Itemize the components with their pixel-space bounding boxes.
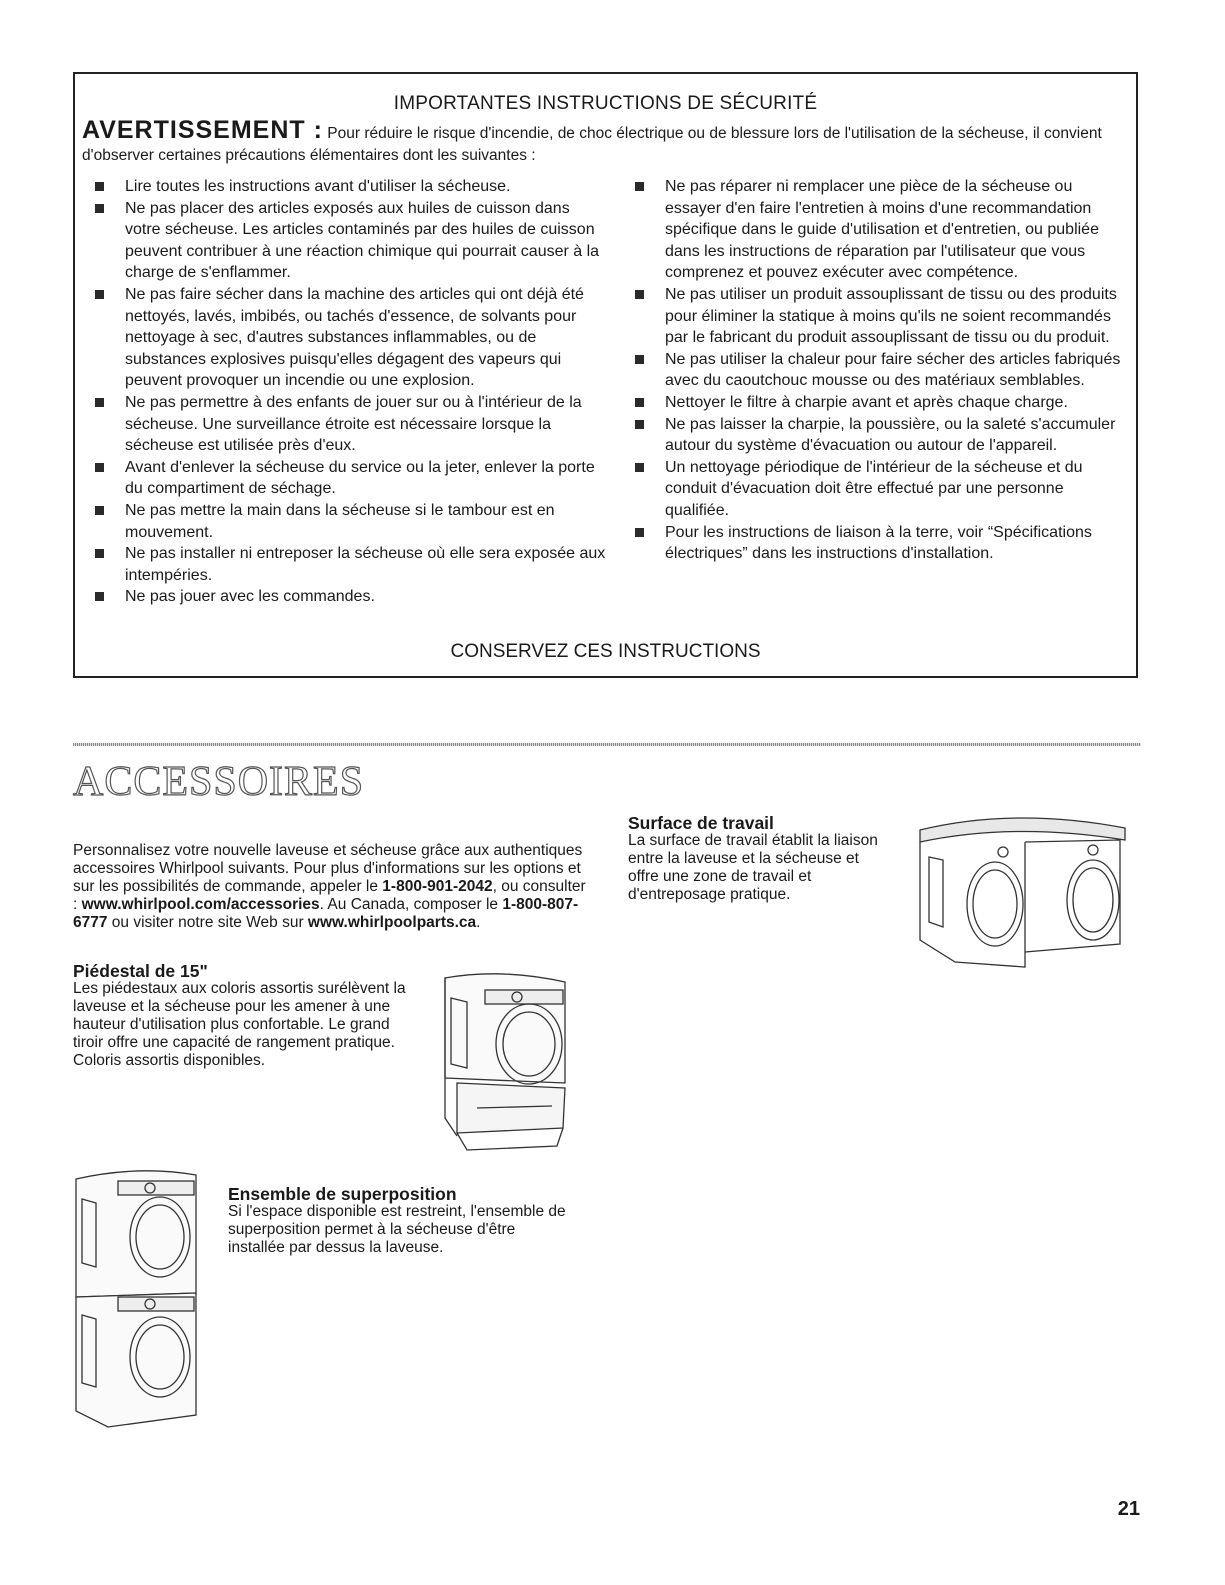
- worksurface-text: La surface de travail établit la liaison entre la laveuse et la sécheuse et offre une zone de travail et d'entreposage pratique.: [628, 832, 878, 903]
- warning-text: Pour réduire le risque d'incendie, de choc électrique ou de blessure lors de l'utilisation de la sécheuse, il convient d'observer certaines précautions élémentaires dont les suivantes :: [82, 125, 1102, 164]
- worksurface-heading: Surface de travail: [628, 813, 774, 833]
- section-divider: [73, 743, 1141, 746]
- safety-title: IMPORTANTES INSTRUCTIONS DE SÉCURITÉ: [393, 93, 818, 114]
- stack-kit-heading: Ensemble de superposition: [228, 1184, 457, 1204]
- phone-number: 1-800-901-2042: [382, 878, 493, 895]
- accessories-intro: Personnalisez votre nouvelle laveuse et sécheuse grâce aux authentiques accessoires Whirlpool suivants. Pour plus d'informations sur les options et sur les possibilités de commande, appeler le 1-800-901-2042, ou consulter : www.whirlpool.com/accessories. Au Canada, composer le 1-800-807-6777 ou visiter notre site Web sur www.whirlpoolparts.ca.: [73, 842, 586, 931]
- accessories-title: ACCESSOIRES: [73, 759, 365, 805]
- accessories-link[interactable]: www.whirlpool.com/accessories: [81, 896, 320, 913]
- stack-kit-text: Si l'espace disponible est restreint, l'ensemble de superposition permet à la sécheuse d'être installée par dessus la laveuse.: [228, 1203, 566, 1256]
- stack-kit-section: [228, 1185, 568, 1257]
- list-item: Ne pas permettre à des enfants de jouer sur ou à l'intérieur de la sécheuse. Une surveillance étroite est nécessaire lorsque la sécheuse est utilisée près d'eux.: [87, 392, 607, 457]
- list-item: Ne pas laisser la charpie, la poussière, ou la saleté s'accumuler autour du système d'évacuation ou autour de l'appareil.: [627, 414, 1127, 457]
- safety-list-right: [627, 176, 1127, 565]
- warning-word: AVERTISSEMENT :: [82, 116, 323, 144]
- list-item: Ne pas placer des articles exposés aux huiles de cuisson dans votre sécheuse. Les articles contaminés par des huiles de cuisson peuvent contribuer à une réaction chimique qui pourrait causer à la charge de s'enflammer.: [87, 198, 607, 284]
- worksurface-illustration: [915, 812, 1130, 982]
- list-item: Ne pas jouer avec les commandes.: [87, 586, 607, 608]
- list-item: Nettoyer le filtre à charpie avant et après chaque charge.: [627, 392, 1127, 414]
- list-item: Ne pas utiliser un produit assouplissant de tissu ou des produits pour éliminer la statique à moins qu'ils ne soient recommandés par le fabricant du produit assouplissant de tissu ou du produit.: [627, 284, 1127, 349]
- list-item: Ne pas mettre la main dans la sécheuse si le tambour est en mouvement.: [87, 500, 607, 543]
- pedestal-dryer-illustration: [437, 968, 572, 1153]
- list-item: Pour les instructions de liaison à la terre, voir “Spécifications électriques” dans les instructions d'installation.: [627, 522, 1127, 565]
- pedestal-section: [73, 962, 413, 1070]
- list-item: Ne pas installer ni entreposer la sécheuse où elle sera exposée aux intempéries.: [87, 543, 607, 586]
- phone-number: 1-800-807-6777: [73, 896, 579, 931]
- list-item: Lire toutes les instructions avant d'utiliser la sécheuse.: [87, 176, 607, 198]
- list-item: Ne pas faire sécher dans la machine des articles qui ont déjà été nettoyés, lavés, imbibés, ou tachés d'essence, de solvants pour nettoyage à sec, d'autres substances inflammables, ou de substances explosives puisqu'elles dégagent des vapeurs qui peuvent provoquer un incendie ou une explosion.: [87, 284, 607, 392]
- worksurface-section: [628, 814, 888, 904]
- safety-instructions-box: [73, 72, 1138, 678]
- pedestal-text: Les piédestaux aux coloris assortis surélèvent la laveuse et la sécheuse pour les amener à une hauteur d'utilisation plus confortable. Le grand tiroir offre une capacité de rangement pratique. Coloris assortis disponibles.: [73, 980, 406, 1069]
- safety-list-left: [87, 176, 607, 608]
- pedestal-heading: Piédestal de 15": [73, 961, 208, 981]
- list-item: Ne pas réparer ni remplacer une pièce de la sécheuse ou essayer d'en faire l'entretien à moins d'une recommandation spécifique dans le guide d'utilisation et d'entretien, ou publiée dans les instructions de réparation par l'utilisateur que vous comprenez et pouvez exécuter avec compétence.: [627, 176, 1127, 284]
- list-item: Ne pas utiliser la chaleur pour faire sécher des articles fabriqués avec du caoutchouc mousse ou des matériaux semblables.: [627, 349, 1127, 392]
- save-instructions: CONSERVEZ CES INSTRUCTIONS: [450, 641, 761, 662]
- list-item: Avant d'enlever la sécheuse du service ou la jeter, enlever la porte du compartiment de séchage.: [87, 457, 607, 500]
- warning-intro: [82, 116, 1126, 167]
- list-item: Un nettoyage périodique de l'intérieur de la sécheuse et du conduit d'évacuation doit être effectué par une personne qualifiée.: [627, 457, 1127, 522]
- stack-kit-illustration: [68, 1165, 203, 1435]
- parts-link[interactable]: www.whirlpoolparts.ca: [307, 914, 477, 931]
- page-number: 21: [1117, 1498, 1140, 1520]
